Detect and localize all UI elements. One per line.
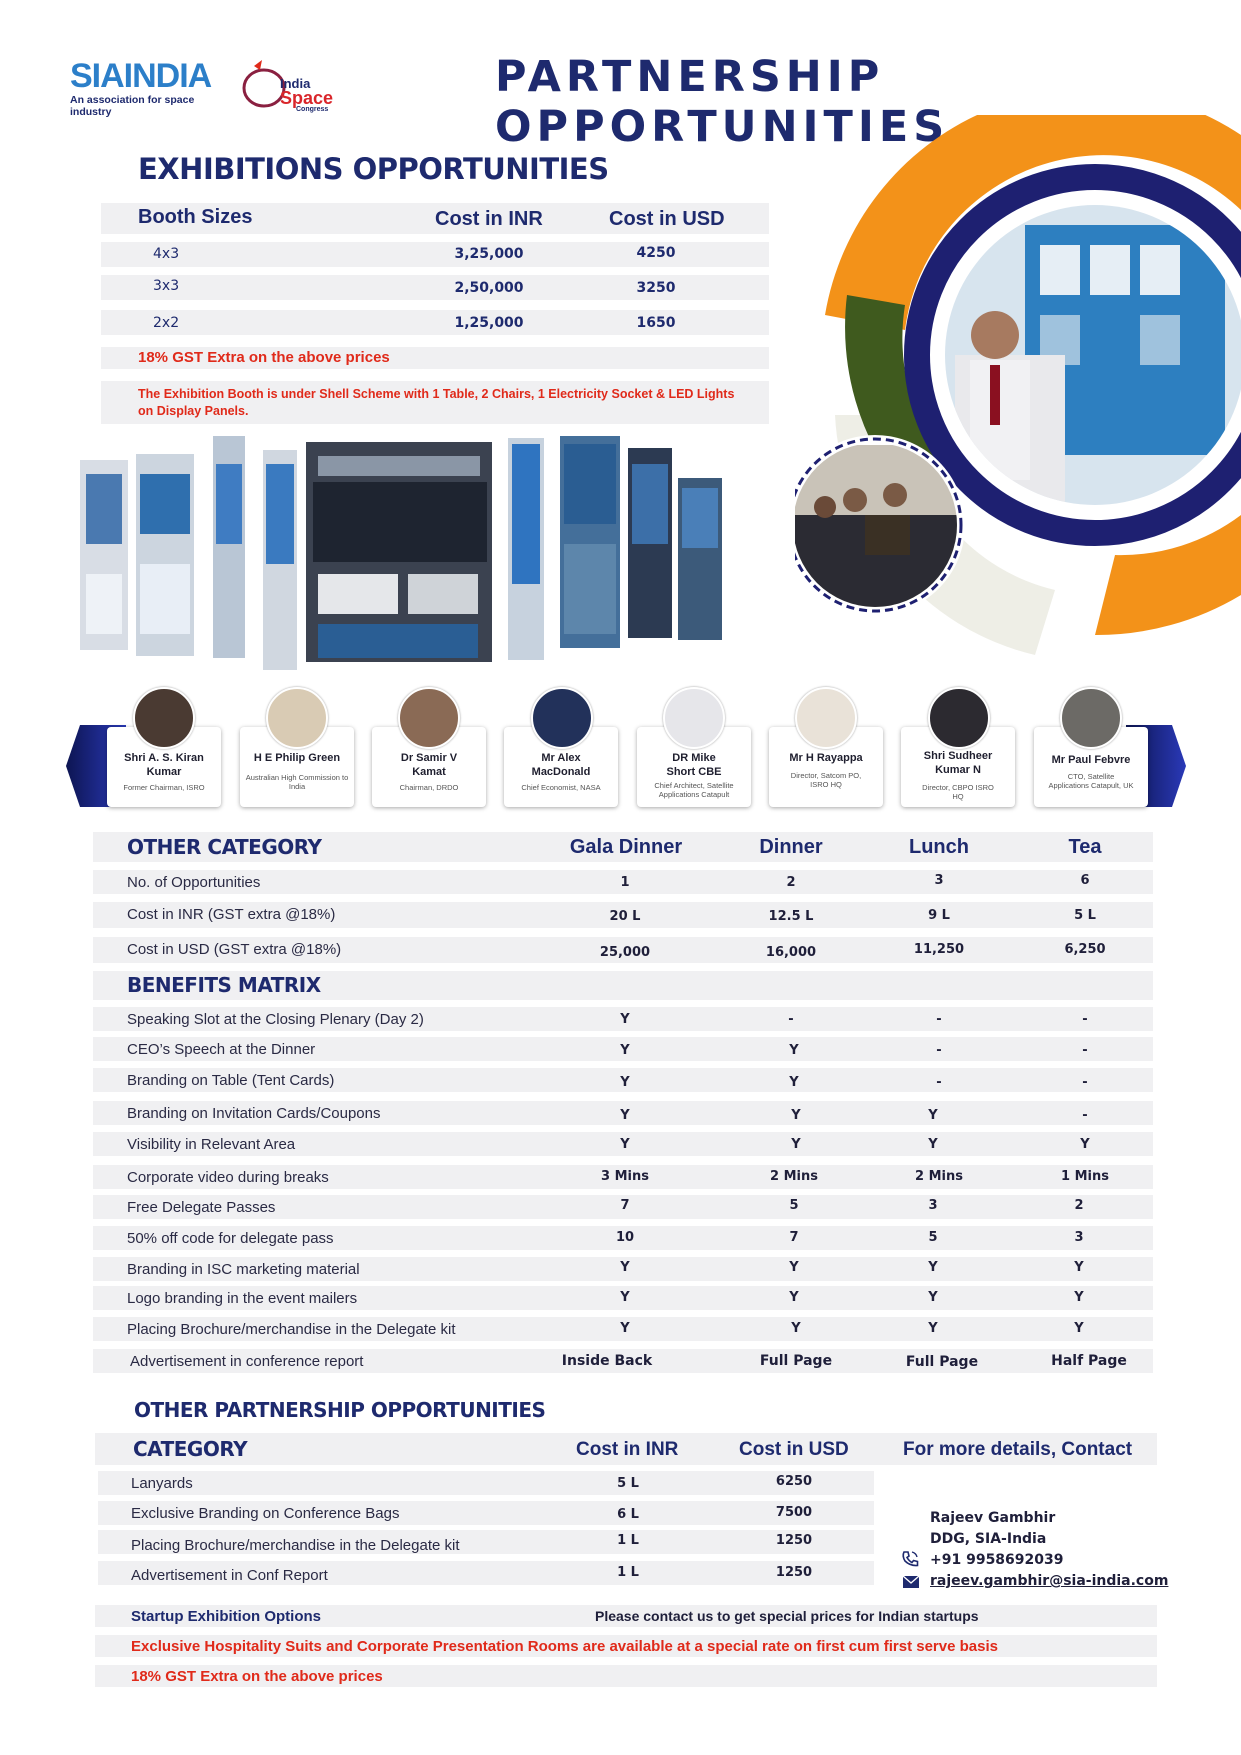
cell: Y xyxy=(620,1075,630,1090)
cost-inr-header: Cost in INR xyxy=(435,208,543,230)
speaker-photo xyxy=(795,687,857,749)
cell: 6 xyxy=(1080,873,1090,888)
column-header: Gala Dinner xyxy=(569,836,683,858)
hospitality-row xyxy=(95,1635,1157,1657)
contact-name: Rajeev Gambhir xyxy=(930,1510,1056,1526)
speaker-name: Mr Alex MacDonald xyxy=(531,752,591,778)
row-label: Visibility in Relevant Area xyxy=(127,1136,296,1153)
cell: 1250 xyxy=(775,1565,813,1580)
exhibitions-header-row xyxy=(101,203,769,234)
footer-gst-row xyxy=(95,1665,1157,1687)
row-label: Branding on Invitation Cards/Coupons xyxy=(127,1105,381,1122)
isc-logo-line1: India xyxy=(280,76,311,91)
cell: 6,250 xyxy=(1064,942,1106,957)
speaker-role: Former Chairman, ISRO xyxy=(123,783,205,792)
cell: Y xyxy=(928,1108,938,1123)
row-label: Cost in USD (GST extra @18%) xyxy=(127,941,342,958)
startup-label: Startup Exhibition Options xyxy=(131,1608,321,1625)
cell: 2 xyxy=(1074,1198,1084,1213)
cell: Y xyxy=(791,1108,801,1123)
cell: Y xyxy=(789,1290,799,1305)
isc-logo-line3: Congress xyxy=(296,106,329,113)
cell: 5 L xyxy=(617,1476,639,1491)
partnership-header-row xyxy=(95,1433,1157,1465)
cell: 3 Mins xyxy=(601,1169,649,1184)
cell: Inside Back xyxy=(561,1353,653,1369)
row-label: Advertisement in Conf Report xyxy=(131,1567,328,1584)
cell: Y xyxy=(620,1108,630,1123)
cell: Y xyxy=(928,1290,938,1305)
cell: 6250 xyxy=(775,1474,813,1489)
speaker-name: Mr Paul Febvre xyxy=(1051,754,1131,766)
other-category-header-row xyxy=(93,832,1153,862)
decorative-arc-graphic xyxy=(795,115,1241,660)
booth-row xyxy=(101,275,769,300)
startup-text: Please contact us to get special prices for Indian startups xyxy=(595,1608,979,1624)
cell: 1 L xyxy=(617,1565,639,1580)
cell: 10 xyxy=(615,1230,635,1245)
gst-note: 18% GST Extra on the above prices xyxy=(138,349,390,366)
cell: 5 L xyxy=(1074,908,1096,923)
row-label: Logo branding in the event mailers xyxy=(127,1290,358,1307)
cell: 7500 xyxy=(775,1505,813,1520)
speaker-photo xyxy=(928,687,990,749)
table-row xyxy=(98,1471,874,1495)
table-row xyxy=(98,1501,874,1525)
row-label: No. of Opportunities xyxy=(127,874,261,891)
column-header: Lunch xyxy=(909,836,969,858)
speaker-name: DR Mike Short CBE xyxy=(666,752,722,778)
booth-size: 3x3 xyxy=(153,278,180,294)
india-space-congress-logo xyxy=(240,58,340,118)
column-header: Dinner xyxy=(759,836,823,858)
cell: 16,000 xyxy=(765,945,817,960)
table-row xyxy=(93,1007,1153,1031)
cell: Y xyxy=(620,1137,630,1152)
table-row xyxy=(93,1257,1153,1281)
speaker-role: CTO, Satellite Applications Catapult, UK xyxy=(1048,772,1134,790)
table-row xyxy=(98,1530,874,1554)
row-label: Free Delegate Passes xyxy=(127,1199,276,1216)
table-row xyxy=(93,1132,1153,1156)
cell: Y xyxy=(620,1290,630,1305)
speaker-role: Chairman, DRDO xyxy=(399,783,459,792)
cell: 3 xyxy=(934,873,944,888)
page-title: PARTNERSHIP OPPORTUNITIES xyxy=(495,52,950,152)
contact-phone[interactable]: +91 9958692039 xyxy=(930,1552,1064,1568)
cell: - xyxy=(936,1043,942,1058)
table-row xyxy=(93,1037,1153,1061)
cell: Y xyxy=(789,1075,799,1090)
cell: 7 xyxy=(620,1198,630,1213)
speaker-role: Chief Economist, NASA xyxy=(521,783,601,792)
cell: Y xyxy=(620,1043,630,1058)
benefits-title: BENEFITS MATRIX xyxy=(127,973,321,997)
startup-row xyxy=(95,1605,1157,1627)
sia-logo-text: SIAINDIA xyxy=(70,57,212,95)
cell: Y xyxy=(928,1137,938,1152)
cell: - xyxy=(1082,1108,1088,1123)
table-row xyxy=(93,1195,1153,1219)
speaker-role: Director, CBPO ISRO HQ xyxy=(922,783,994,801)
cell: Y xyxy=(791,1321,801,1336)
cell: Y xyxy=(789,1043,799,1058)
cell: 1 Mins xyxy=(1061,1169,1109,1184)
speaker-name: H E Philip Green xyxy=(253,752,341,764)
cell: Y xyxy=(1074,1260,1084,1275)
cell: Y xyxy=(620,1321,630,1336)
cell: 2 Mins xyxy=(770,1169,818,1184)
cell: - xyxy=(936,1075,942,1090)
speaker-name: Mr H Rayappa xyxy=(789,752,863,764)
cell: 3 xyxy=(928,1198,938,1213)
speaker-name: Shri Sudheer Kumar N xyxy=(923,750,993,776)
cell: 5 xyxy=(789,1198,799,1213)
row-label: Exclusive Branding on Conference Bags xyxy=(131,1505,400,1522)
table-row xyxy=(93,1068,1153,1092)
row-label: Branding on Table (Tent Cards) xyxy=(127,1072,335,1089)
cost-inr-header: Cost in INR xyxy=(576,1439,679,1460)
hospitality-note: Exclusive Hospitality Suits and Corporate Presentation Rooms are available at a special rate on first cum first serve basis xyxy=(131,1638,998,1655)
booth-cost-inr: 3,25,000 xyxy=(454,246,524,262)
cost-usd-header: Cost in USD xyxy=(609,208,725,230)
contact-title: DDG, SIA-India xyxy=(930,1531,1047,1547)
cell: Full Page xyxy=(759,1353,833,1369)
booth-cost-usd: 1650 xyxy=(636,315,676,331)
email-icon xyxy=(902,1575,920,1589)
benefits-header-row xyxy=(93,971,1153,1000)
cell: 1 xyxy=(620,875,630,890)
cell: Y xyxy=(1074,1321,1084,1336)
cell: 1 L xyxy=(617,1533,639,1548)
isc-logo-line2: Space xyxy=(280,88,334,108)
row-label: Cost in INR (GST extra @18%) xyxy=(127,906,336,923)
contact-email[interactable]: rajeev.gambhir@sia-india.com xyxy=(930,1573,1169,1589)
cell: 3 xyxy=(1074,1230,1084,1245)
cell: 11,250 xyxy=(913,942,965,957)
table-row xyxy=(93,1101,1153,1125)
cell: Half Page xyxy=(1051,1353,1127,1369)
row-label: Branding in ISC marketing material xyxy=(127,1261,360,1278)
speaker-photo xyxy=(1060,687,1122,749)
speaker-role: Director, Satcom PO, ISRO HQ xyxy=(790,771,862,789)
cell: 6 L xyxy=(617,1507,639,1522)
cell: 9 L xyxy=(928,908,950,923)
booth-cost-inr: 1,25,000 xyxy=(454,315,524,331)
phone-icon xyxy=(901,1550,919,1568)
booth-size: 2x2 xyxy=(153,315,180,331)
cell: Y xyxy=(1074,1290,1084,1305)
cell: - xyxy=(788,1012,794,1027)
cell: Full Page xyxy=(905,1354,979,1370)
exhibitions-title: EXHIBITIONS OPPORTUNITIES xyxy=(138,152,609,186)
category-header: CATEGORY xyxy=(133,1437,248,1461)
table-row xyxy=(93,937,1153,963)
cell: Y xyxy=(1080,1137,1090,1152)
cell: Y xyxy=(789,1260,799,1275)
row-label: Lanyards xyxy=(131,1475,193,1492)
table-row xyxy=(93,1226,1153,1250)
row-label: Corporate video during breaks xyxy=(127,1169,329,1186)
speaker-photo xyxy=(133,687,195,749)
contact-header: For more details, Contact xyxy=(903,1439,1133,1460)
speaker-name: Dr Samir V Kamat xyxy=(400,752,458,778)
cell: - xyxy=(1082,1012,1088,1027)
cell: 5 xyxy=(928,1230,938,1245)
speaker-band xyxy=(66,725,1186,807)
cost-usd-header: Cost in USD xyxy=(739,1439,849,1460)
cell: Y xyxy=(928,1321,938,1336)
row-label: Placing Brochure/merchandise in the Delegate kit xyxy=(131,1537,460,1554)
footer-gst-note: 18% GST Extra on the above prices xyxy=(131,1668,383,1685)
cell: 1250 xyxy=(775,1533,813,1548)
speaker-photo xyxy=(398,687,460,749)
speaker-role: Chief Architect, Satellite Applications Catapult xyxy=(654,781,734,799)
table-row xyxy=(93,1165,1153,1189)
cell: 12.5 L xyxy=(768,909,814,924)
speaker-photo xyxy=(531,687,593,749)
booth-note: The Exhibition Booth is under Shell Scheme with 1 Table, 2 Chairs, 1 Electricity Socket & LED Lights on Display Panels. xyxy=(138,387,735,418)
sia-logo-tagline: An association for space industry xyxy=(70,94,195,118)
sia-india-logo xyxy=(70,58,220,118)
cell: Y xyxy=(928,1260,938,1275)
speaker-name: Shri A. S. Kiran Kumar xyxy=(124,752,204,778)
contact-block xyxy=(930,1508,1168,1592)
table-row xyxy=(98,1561,874,1585)
cell: 2 Mins xyxy=(915,1169,963,1184)
other-partnership-title: OTHER PARTNERSHIP OPPORTUNITIES xyxy=(134,1398,546,1422)
row-label: Placing Brochure/merchandise in the Delegate kit xyxy=(127,1321,456,1338)
table-row xyxy=(93,1349,1153,1373)
column-header: Tea xyxy=(1068,836,1102,858)
cell: 7 xyxy=(789,1230,799,1245)
booth-row xyxy=(101,310,769,335)
row-label: Advertisement in conference report xyxy=(130,1353,364,1370)
cell: Y xyxy=(620,1260,630,1275)
cell: - xyxy=(936,1012,942,1027)
booth-row xyxy=(101,242,769,267)
speaker-photo xyxy=(663,687,725,749)
table-row xyxy=(93,902,1153,928)
booth-cost-inr: 2,50,000 xyxy=(454,280,524,296)
cell: - xyxy=(1082,1043,1088,1058)
booth-cost-usd: 4250 xyxy=(636,245,676,261)
cell: Y xyxy=(620,1012,630,1027)
booth-size: 4x3 xyxy=(153,246,180,262)
row-label: Speaking Slot at the Closing Plenary (Day 2) xyxy=(127,1011,424,1028)
cell: 20 L xyxy=(609,909,641,924)
booth-cost-usd: 3250 xyxy=(636,280,676,296)
other-category-title: OTHER CATEGORY xyxy=(127,835,322,859)
booth-size-header: Booth Sizes xyxy=(138,206,253,228)
speaker-photo xyxy=(266,687,328,749)
booth-photo-collage xyxy=(78,434,763,674)
speaker-role: Australian High Commission to India xyxy=(245,773,349,791)
row-label: CEO’s Speech at the Dinner xyxy=(127,1041,316,1058)
table-row xyxy=(93,1286,1153,1310)
cell: 25,000 xyxy=(599,945,651,960)
cell: 2 xyxy=(786,875,796,890)
table-row xyxy=(93,1317,1153,1341)
row-label: 50% off code for delegate pass xyxy=(127,1230,334,1247)
cell: - xyxy=(1082,1075,1088,1090)
cell: Y xyxy=(791,1137,801,1152)
table-row xyxy=(93,870,1153,894)
